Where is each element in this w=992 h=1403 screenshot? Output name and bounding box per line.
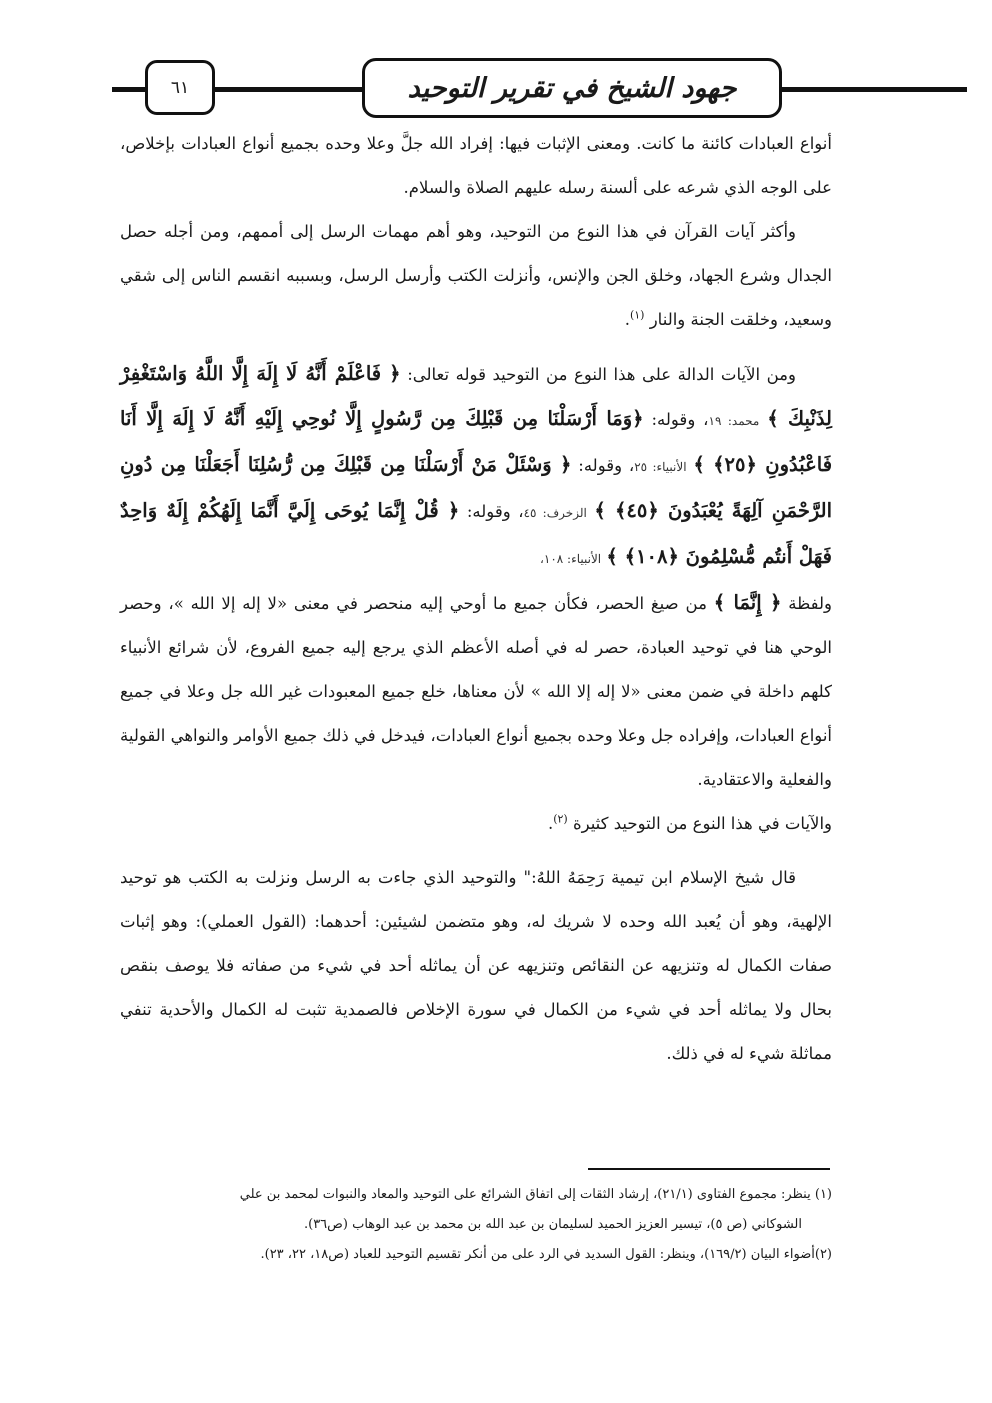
verse-2-reference: الأنبياء: ٢٥	[634, 460, 687, 474]
page-number: ٦١	[145, 60, 215, 115]
verse-2: ﴿وَمَا أَرْسَلْنَا مِن قَبْلِكَ مِن رَّسُولٍ إِلَّا نُوحِي إِلَيْهِ أَنَّهُ لَا إِلَهَ إِلَّا أَنَا فَاعْبُدُونِ ﴿٢٥﴾ ﴾	[120, 407, 833, 476]
footnote-ref-2[interactable]: (٢)	[553, 812, 568, 826]
spacer	[120, 846, 832, 856]
footnote-ref-1[interactable]: (١)	[629, 308, 645, 322]
paragraph-5	[120, 802, 832, 846]
main-text	[120, 122, 832, 1076]
verse-3: ﴿ وَسْئَلْ مَنْ أَرْسَلْنَا مِن قَبْلِكَ مِن رُّسُلِنَا أَجَعَلْنَا مِن دُونِ الرَّحْمَنِ آلِهَةً يُعْبَدُونَ ﴿٤٥﴾ ﴾	[120, 453, 833, 522]
connector-3: ، وقوله:	[466, 502, 524, 521]
footnote-separator	[588, 1168, 830, 1170]
paragraph-5-end: .	[547, 814, 554, 833]
verse-4-reference: الأنبياء: ١٠٨،	[540, 552, 602, 566]
verses-intro: ومن الآيات الدالة على هذا النوع من التوحيد قوله تعالى:	[407, 365, 796, 384]
paragraph-4	[120, 581, 832, 802]
paragraph-2-end: .	[624, 310, 630, 329]
connector-2: ، وقوله:	[578, 456, 635, 475]
paragraph-4-quoted-word: ﴿ إِنَّمَا ﴾	[713, 591, 782, 614]
verse-1-reference: محمد: ١٩	[708, 414, 760, 428]
paragraph-5-text: والآيات في هذا النوع من التوحيد كثيرة	[572, 814, 832, 833]
paragraph-2	[120, 210, 832, 342]
verse-4: ﴿ قُلْ إِنَّمَا يُوحَى إِلَيَّ أَنَّمَا إِلَهُكُمْ إِلَهٌ وَاحِدٌ فَهَلْ أَنتُم مُّسْلِمُونَ ﴿١٠٨﴾ ﴾	[120, 499, 832, 568]
footnote-1-continued: الشوكاني (ص ٥)، تيسير العزيز الحميد لسليمان بن عبد الله بن محمد بن عبد الوهاب (ص٣٦).	[303, 1217, 802, 1232]
paragraph-1: أنواع العبادات كائنة ما كانت. ومعنى الإثبات فيها: إفراد الله جلَّ وعلا وحده بجميع أنواع العبادات بإخلاص، على الوجه الذي شرعه على ألسنة رسله عليهم الصلاة والسلام.	[120, 134, 832, 197]
paragraph-4-intro: ولفظة	[788, 594, 832, 613]
connector-1: ، وقوله:	[651, 410, 709, 429]
paragraph-3-verses	[120, 352, 832, 581]
footnote-1: (١) ينظر: مجموع الفتاوى (٢١/١)، إرشاد الثقات إلى اتفاق الشرائع على التوحيد والمعاد والنبوات لمحمد بن علي	[239, 1187, 832, 1202]
running-title: جهود الشيخ في تقرير التوحيد	[362, 58, 782, 118]
spacer	[120, 342, 832, 352]
verse-1: ﴿ فَاعْلَمْ أَنَّهُ لَا إِلَهَ إِلَّا اللَّهُ وَاسْتَغْفِرْ لِذَنْبِكَ ﴾	[120, 362, 832, 430]
paragraph-2-text: وأكثر آيات القرآن في هذا النوع من التوحيد، وهو أهم مهمات الرسل إلى أممهم، ومن أجله حصل الجدال وشرع الجهاد، وخلق الجن والإنس، وأنزلت الكتب وأرسل الرسل، وبسببه انقسم الناس إلى شقي وسعيد، وخلقت الجنة والنار	[120, 222, 832, 329]
verse-3-reference: الزخرف: ٤٥	[523, 506, 587, 520]
paragraph-4-text: من صيغ الحصر، فكأن جميع ما أوحي إليه منحصر في معنى «لا إله إلا الله »، وحصر الوحي هنا في توحيد العبادة، حصر له في أصله الأعظم الذي يرجع إليه جميع الفروع، لأن شرائع الأنبياء كلهم داخلة في ضمن معنى «لا إله إلا الله » لأن معناها، خلع جميع المعبودات غير الله جل وعلا في جميع أنواع العبادات، وإفراده جل وعلا وحده بجميع أنواع العبادات، فيدخل في ذلك جميع الأوامر والنواهي القولية والفعلية والاعتقادية.	[120, 594, 832, 789]
paragraph-6: قال شيخ الإسلام ابن تيمية رَحِمَهُ اللهُ:" والتوحيد الذي جاءت به الرسل ونزلت به الكتب هو توحيد الإلهية، وهو أن يُعبد الله وحده لا شريك له، وهو متضمن لشيئين: أحدهما: (القول العملي): وهو إثبات صفات الكمال له وتنزيهه عن النقائص وتنزيهه عن أن يماثله أحد في شيء من صفاته فلا يوصف بنقص بحال ولا يماثله أحد في شيء من الكمال في سورة الإخلاص فالصمدية تثبت له الكمال والأحدية تنفي مماثلة شيء له في ذلك.	[120, 868, 832, 1063]
footnote-2: (٢)أضواء البيان (١٦٩/٢)، وينظر: القول السديد في الرد على من أنكر تقسيم التوحيد للعباد (ص١٨، ٢٢، ٢٣).	[260, 1247, 832, 1262]
footnotes	[120, 1180, 832, 1270]
